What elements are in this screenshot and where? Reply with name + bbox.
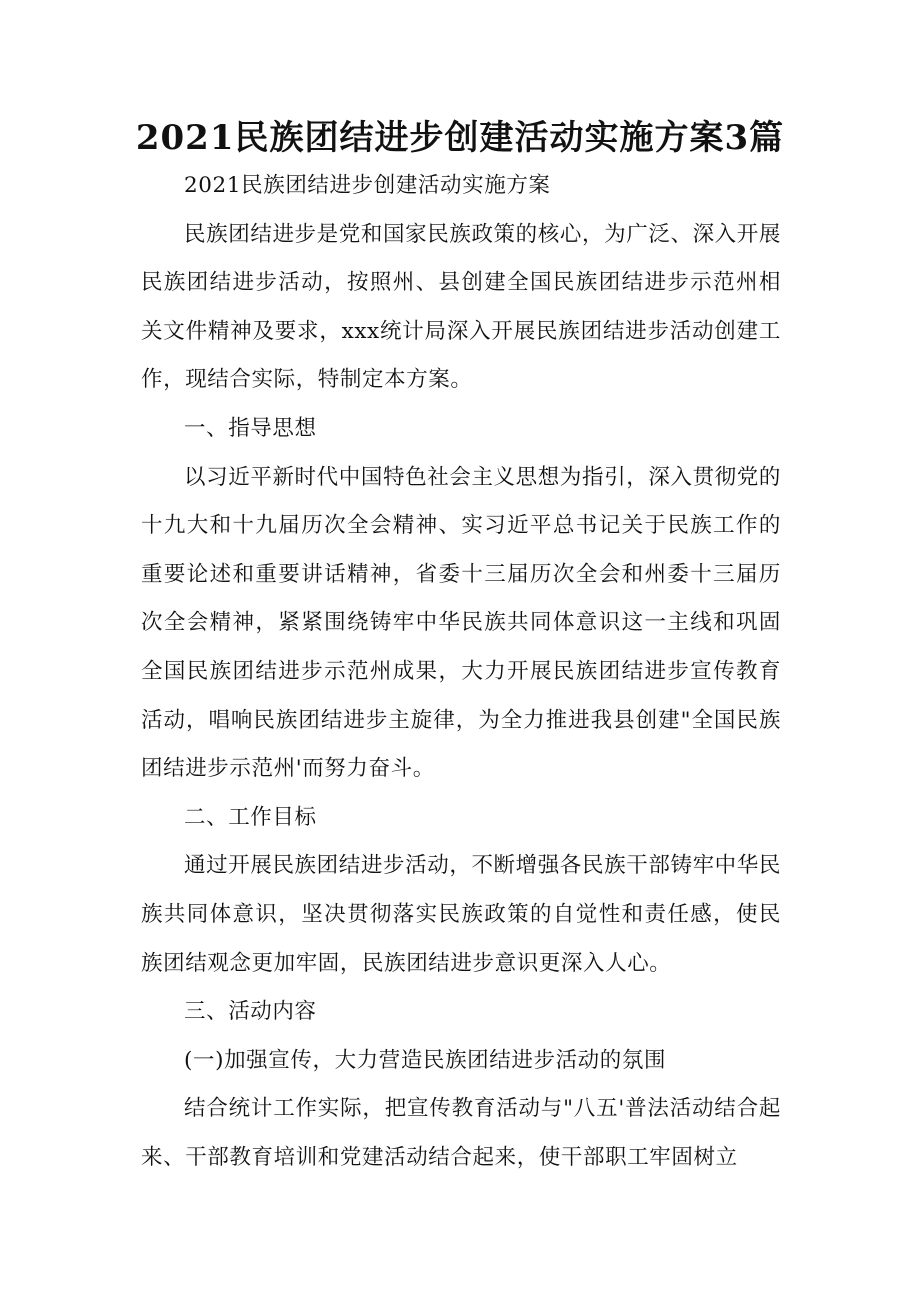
work-goals-paragraph: 通过开展民族团结进步活动，不断增强各民族干部铸牢中华民族共同体意识，坚决贯彻落实民族政策的自觉性和责任感，使民族团结观念更加牢固，民族团结进步意识更深入人心。 [141, 853, 781, 976]
section-heading-work-goals: 二、工作目标 [184, 804, 317, 830]
guiding-ideology-paragraph: 以习近平新时代中国特色社会主义思想为指引，深入贯彻党的十九大和十九届历次全会精神、实习近平总书记关于民族工作的重要论述和重要讲话精神，省委十三届历次全会和州委十三届历次全会精神，紧紧围绕铸牢中华民族共同体意识这一主线和巩固全国民族团结进步示范州成果，大力开展民族团结进步宣传教育活动，唱响民族团结进步主旋律，为全力推进我县创建"全国民族团结进步示范州'而努力奋斗。 [141, 464, 781, 782]
section-heading-guiding-ideology: 一、指导思想 [184, 415, 317, 441]
section-heading-activity-content: 三、活动内容 [184, 999, 317, 1025]
document-body [141, 162, 781, 1182]
intro-paragraph: 民族团结进步是党和国家民族政策的核心，为广泛、深入开展民族团结进步活动，按照州、县创建全国民族团结进步示范州相关文件精神及要求，xxx统计局深入开展民族团结进步活动创建工作，现结合实际，特制定本方案。 [141, 221, 781, 393]
document-title: 2021民族团结进步创建活动实施方案3篇 [135, 118, 785, 158]
publicity-paragraph: 结合统计工作实际，把宣传教育活动与"八五'普法活动结合起来、干部教育培训和党建活动结合起来，使干部职工牢固树立 [141, 1096, 781, 1170]
subsection-heading-publicity: (一)加强宣传，大力营造民族团结进步活动的氛围 [184, 1047, 667, 1073]
subtitle-paragraph: 2021民族团结进步创建活动实施方案 [184, 173, 551, 198]
